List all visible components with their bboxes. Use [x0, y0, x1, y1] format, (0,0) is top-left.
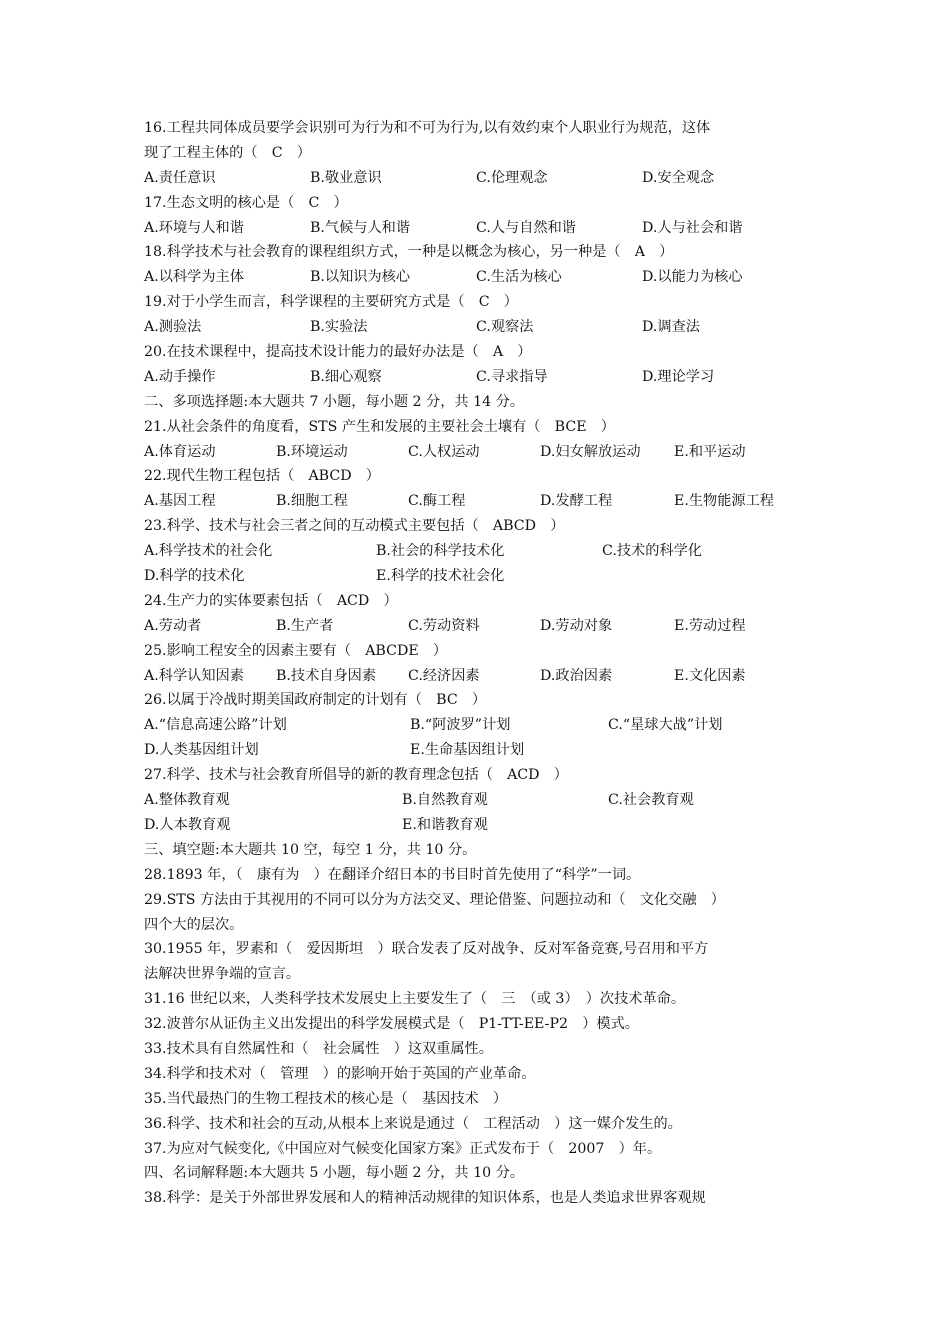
answer-option: D.安全观念: [642, 169, 715, 186]
text-line: 27.科学、技术与社会教育所倡导的新的教育理念包括（ ACD ）: [144, 767, 568, 784]
text-line: 18.科学技术与社会教育的课程组织方式，一种是以概念为核心，另一种是（ A ）: [144, 244, 674, 261]
text-line: 28.1893 年，（ 康有为 ）在翻译介绍日本的书目时首先使用了“科学”一词。: [144, 866, 641, 883]
text-line: 35.当代最热门的生物工程技术的核心是（ 基因技术 ）: [144, 1090, 508, 1107]
options-row: [144, 813, 814, 838]
answer-option: B.自然教育观: [402, 792, 488, 809]
answer-option: E.和谐教育观: [402, 816, 488, 833]
answer-option: A.动手操作: [144, 368, 216, 385]
text-line: 25.影响工程安全的因素主要有（ ABCDE ）: [144, 642, 448, 659]
text-line: 32.波普尔从证伪主义出发提出的科学发展模式是（ P1-TT-EE-P2 ）模式。: [144, 1016, 639, 1033]
answer-option: D.调查法: [642, 319, 700, 336]
answer-option: D.人与社会和谐: [642, 219, 743, 236]
answer-option: B.环境运动: [276, 443, 348, 460]
text-line: 四、名词解释题:本大题共 5 小题，每小题 2 分，共 10 分。: [144, 1165, 525, 1182]
answer-option: D.人本教育观: [144, 816, 231, 833]
answer-option: C.生活为核心: [476, 269, 562, 286]
answer-option: A.“信息高速公路”计划: [144, 717, 287, 734]
options-row: [144, 365, 814, 390]
text-line: 21.从社会条件的角度看，STS 产生和发展的主要社会土壤有（ BCE ）: [144, 418, 615, 435]
options-row: [144, 614, 814, 639]
text-line: 19.对于小学生而言，科学课程的主要研究方式是（ C ）: [144, 294, 518, 311]
answer-option: B.敬业意识: [310, 169, 382, 186]
options-row: [144, 265, 814, 290]
answer-option: A.以科学为主体: [144, 269, 244, 286]
answer-option: D.发酵工程: [540, 493, 613, 510]
answer-option: A.体育运动: [144, 443, 216, 460]
answer-option: C.酶工程: [408, 493, 466, 510]
answer-option: B.气候与人和谐: [310, 219, 411, 236]
text-line: 24.生产力的实体要素包括（ ACD ）: [144, 592, 398, 609]
text-line: 法解决世界争端的宣言。: [144, 966, 301, 983]
options-row: [144, 738, 814, 763]
answer-option: C.“星球大战”计划: [608, 717, 723, 734]
answer-option: B.细胞工程: [276, 493, 348, 510]
document-body: [144, 116, 814, 1211]
options-row: [144, 564, 814, 589]
answer-option: C.经济因素: [408, 667, 480, 684]
answer-option: D.政治因素: [540, 667, 613, 684]
options-row: [144, 539, 814, 564]
text-line: 31.16 世纪以来，人类科学技术发展史上主要发生了（ 三 （或 3） ）次技术革命。: [144, 991, 686, 1008]
answer-option: A.责任意识: [144, 169, 216, 186]
text-line: 34.科学和技术对（ 管理 ）的影响开始于英国的产业革命。: [144, 1065, 536, 1082]
options-row: [144, 440, 814, 465]
answer-option: E.和平运动: [674, 443, 746, 460]
options-row: [144, 315, 814, 340]
answer-option: B.实验法: [310, 319, 368, 336]
answer-option: B.生产者: [276, 617, 334, 634]
answer-option: E.劳动过程: [674, 617, 746, 634]
options-row: [144, 664, 814, 689]
text-line: 38.科学：是关于外部世界发展和人的精神活动规律的知识体系，也是人类追求世界客观规: [144, 1190, 706, 1207]
answer-option: B.细心观察: [310, 368, 382, 385]
answer-option: B.社会的科学技术化: [376, 543, 505, 560]
text-line: 20.在技术课程中，提高技术设计能力的最好办法是（ A ）: [144, 344, 532, 361]
answer-option: C.人权运动: [408, 443, 480, 460]
text-line: 16.工程共同体成员要学会识别可为行为和不可为行为,以有效约束个人职业行为规范，这体: [144, 120, 711, 136]
text-line: 23.科学、技术与社会三者之间的互动模式主要包括（ ABCD ）: [144, 518, 565, 535]
text-line: 三、填空题:本大题共 10 空，每空 1 分，共 10 分。: [144, 841, 477, 858]
answer-option: B.技术自身因素: [276, 667, 377, 684]
text-line: 现了工程主体的（ C ）: [144, 144, 311, 161]
text-line: 33.技术具有自然属性和（ 社会属性 ）这双重属性。: [144, 1040, 493, 1057]
answer-option: D.劳动对象: [540, 617, 613, 634]
text-line: 二、多项选择题:本大题共 7 小题，每小题 2 分，共 14 分。: [144, 393, 525, 410]
answer-option: C.技术的科学化: [602, 543, 702, 560]
answer-option: C.人与自然和谐: [476, 219, 576, 236]
options-row: [144, 788, 814, 813]
answer-option: B.“阿波罗”计划: [410, 717, 511, 734]
answer-option: C.社会教育观: [608, 792, 694, 809]
answer-option: E.生物能源工程: [674, 493, 774, 510]
text-line: 26.以属于冷战时期美国政府制定的计划有（ BC ）: [144, 692, 487, 709]
answer-option: D.妇女解放运动: [540, 443, 641, 460]
options-row: [144, 166, 814, 191]
options-row: [144, 216, 814, 241]
answer-option: A.测验法: [144, 319, 202, 336]
answer-option: D.理论学习: [642, 368, 715, 385]
answer-option: D.科学的技术化: [144, 568, 245, 585]
text-line: 29.STS 方法由于其视用的不同可以分为方法交叉、理论借鉴、问题拉动和（ 文化交融 ）: [144, 891, 725, 908]
answer-option: B.以知识为核心: [310, 269, 411, 286]
text-line: 四个大的层次。: [144, 916, 244, 933]
answer-option: D.人类基因组计划: [144, 742, 259, 759]
answer-option: A.基因工程: [144, 493, 216, 510]
answer-option: E.文化因素: [674, 667, 746, 684]
answer-option: A.环境与人和谐: [144, 219, 244, 236]
answer-option: E.生命基因组计划: [410, 742, 525, 759]
text-line: 37.为应对气候变化,《中国应对气候变化国家方案》正式发布于（ 2007 ）年。: [144, 1140, 662, 1157]
answer-option: E.科学的技术社会化: [376, 568, 505, 585]
text-line: 22.现代生物工程包括（ ABCD ）: [144, 468, 380, 485]
answer-option: A.科学认知因素: [144, 667, 244, 684]
answer-option: A.整体教育观: [144, 792, 230, 809]
answer-option: C.劳动资料: [408, 617, 480, 634]
text-line: 17.生态文明的核心是（ C ）: [144, 194, 348, 211]
answer-option: A.科学技术的社会化: [144, 543, 273, 560]
answer-option: C.伦理观念: [476, 169, 548, 186]
answer-option: C.寻求指导: [476, 368, 548, 385]
options-row: [144, 713, 814, 738]
options-row: [144, 489, 814, 514]
text-line: 36.科学、技术和社会的互动,从根本上来说是通过（ 工程活动 ）这一媒介发生的。: [144, 1115, 682, 1132]
answer-option: C.观察法: [476, 319, 534, 336]
answer-option: A.劳动者: [144, 617, 202, 634]
text-line: 30.1955 年，罗素和（ 爱因斯坦 ）联合发表了反对战争、反对军备竞赛,号召用和平方: [144, 941, 709, 958]
answer-option: D.以能力为核心: [642, 269, 743, 286]
